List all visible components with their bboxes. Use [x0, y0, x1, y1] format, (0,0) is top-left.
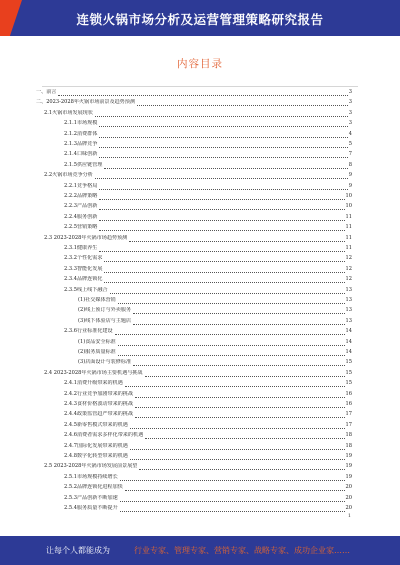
toc-entry-page: 17 [345, 421, 352, 428]
toc-entry-page: 11 [345, 213, 352, 220]
toc-entry[interactable] [64, 484, 352, 491]
toc-leader-dots [133, 360, 344, 366]
footer-bar [0, 536, 400, 565]
toc-entry-page: 12 [345, 255, 352, 262]
toc-leader-dots [104, 256, 344, 262]
toc-entry-page: 12 [345, 265, 352, 272]
toc-entry-page: 11 [345, 245, 352, 251]
toc-entry-page: 14 [345, 328, 352, 335]
toc-entry-text: 2.2.1竞争格局 [64, 182, 98, 189]
toc-entry-page: 4 [348, 130, 352, 137]
toc-entry[interactable] [44, 110, 352, 117]
toc-entry-text: 2.3 2023-2028年火锅市场趋势预测 [44, 234, 128, 241]
toc-leader-dots [99, 132, 347, 138]
toc-entry-page: 18 [345, 442, 352, 449]
toc-entry[interactable] [64, 328, 352, 335]
toc-leader-dots [120, 496, 345, 502]
toc-entry[interactable] [64, 391, 352, 398]
toc-entry-text: 2.1.2消费群体 [64, 130, 98, 137]
toc-entry[interactable] [64, 214, 352, 221]
toc-entry-text: 2.2.5营销策略 [64, 224, 98, 231]
toc-entry[interactable] [64, 443, 352, 450]
toc-entry-page: 19 [345, 473, 352, 480]
toc-leader-dots [133, 319, 344, 325]
toc-entry[interactable] [64, 120, 352, 127]
toc-entry[interactable] [64, 141, 352, 148]
toc-entry[interactable] [64, 203, 352, 210]
toc-entry-text: 2.4.4政策监管趋严带来的挑战 [64, 411, 133, 418]
toc-leader-dots [145, 371, 345, 377]
toc-entry-page: 9 [348, 172, 352, 179]
toc-entry-page: 3 [348, 109, 352, 116]
page-number: 1 [347, 513, 351, 519]
toc-heading-rule [42, 86, 358, 87]
toc-entry-page: 15 [345, 380, 352, 387]
toc-entry-page: 13 [345, 317, 352, 324]
toc-entry[interactable] [64, 401, 352, 408]
toc-leader-dots [120, 506, 345, 512]
toc-leader-dots [104, 267, 344, 273]
footer-slogan: 让每个人都能成为 [46, 546, 110, 555]
toc-leader-dots [135, 412, 345, 418]
toc-entry[interactable] [78, 297, 352, 304]
toc-leader-dots [129, 236, 344, 242]
footer-tags: 行业专家、管理专家、营销专家、战略专家、成功企业家…… [134, 546, 350, 555]
toc-entry-page: 20 [345, 494, 352, 501]
toc-entry-text: 二、2023-2028年火锅市场前景及趋势预测 [36, 99, 135, 106]
toc-entry-page: 17 [345, 411, 352, 418]
toc-entry-page: 15 [345, 369, 352, 376]
toc-entry-text: 2.1.5供应链管理 [64, 161, 103, 168]
toc-leader-dots [130, 423, 345, 429]
toc-leader-dots [99, 152, 347, 158]
toc-entry[interactable] [64, 193, 352, 200]
toc-entry-text: 2.5.2品牌连锁化进程加快 [64, 484, 123, 491]
toc-entry-page: 16 [345, 401, 352, 407]
toc-entry[interactable] [64, 255, 352, 262]
toc-entry-text: 2.3.6行业标准化建设 [64, 328, 113, 335]
toc-entry[interactable] [64, 422, 352, 429]
toc-entry-text: 2.3.1健康养生 [64, 245, 98, 251]
toc-leader-dots [110, 288, 345, 294]
toc-entry[interactable] [64, 453, 352, 460]
toc-entry[interactable] [64, 432, 352, 439]
toc-leader-dots [115, 329, 345, 335]
toc-leader-dots [135, 392, 345, 398]
toc-entry-text: 2.2.3产品创新 [64, 203, 98, 210]
toc-leader-dots [58, 90, 347, 96]
toc-leader-dots [99, 194, 344, 200]
toc-entry-page: 3 [348, 99, 352, 106]
toc-entry[interactable] [64, 411, 352, 418]
toc-entry[interactable] [78, 349, 352, 356]
toc-entry-text: 一、前言 [36, 89, 57, 95]
toc-entry[interactable] [64, 183, 352, 190]
toc-entry[interactable] [78, 359, 352, 366]
toc-entry-text: (1)食品安全标准 [78, 338, 116, 345]
toc-entry[interactable] [64, 287, 352, 294]
toc-heading: 内容目录 [177, 58, 223, 70]
toc-leader-dots [104, 277, 344, 283]
toc-entry[interactable] [64, 474, 352, 481]
toc-entry[interactable] [64, 245, 352, 252]
toc-leader-dots [104, 163, 347, 169]
toc-entry[interactable] [64, 224, 352, 231]
toc-entry[interactable] [78, 318, 352, 325]
toc-entry-page: 12 [345, 276, 352, 283]
toc-leader-dots [99, 121, 347, 127]
toc-entry-text: (2)线上预订与外卖服务 [78, 307, 132, 314]
toc-entry[interactable] [44, 463, 352, 470]
toc-leader-dots [130, 454, 345, 460]
toc-entry-text: 2.5.1市场规模持续增长 [64, 473, 118, 480]
toc-entry-text: 2.4.2行业竞争加剧带来的挑战 [64, 390, 133, 397]
toc-entry-text: 2.2火锅市场竞争分析 [44, 172, 93, 179]
toc-entry-page: 10 [345, 193, 352, 199]
toc-entry-page: 3 [348, 89, 352, 95]
toc-entry-page: 15 [345, 359, 352, 366]
toc-entry[interactable] [78, 339, 352, 346]
toc-entry[interactable] [44, 370, 352, 377]
toc-entry[interactable] [64, 266, 352, 273]
toc-entry-text: 2.4.7国际化发展带来的机遇 [64, 442, 128, 449]
toc-entry-page: 9 [348, 182, 352, 189]
toc-entry-text: (3)店面设计与装修标准 [78, 359, 132, 366]
toc-entry[interactable] [44, 235, 352, 242]
toc-entry-page: 13 [345, 307, 352, 314]
toc-entry-page: 11 [345, 234, 352, 241]
toc-entry[interactable] [64, 151, 352, 158]
toc-entry-page: 5 [348, 141, 352, 147]
toc-entry[interactable] [64, 131, 352, 138]
toc-entry-text: 2.3.5线上线下融合 [64, 286, 108, 293]
toc-leader-dots [99, 246, 344, 252]
toc-entry-text: 2.5.4服务质量不断提升 [64, 505, 118, 511]
toc-entry-page: 13 [345, 297, 352, 303]
toc-entry[interactable] [78, 307, 352, 314]
toc-entry-page: 7 [348, 151, 352, 158]
toc-entry-text: 2.1火锅市场发展现状 [44, 109, 93, 116]
toc-entry-page: 14 [345, 349, 352, 355]
toc-leader-dots [135, 402, 345, 408]
toc-entry-text: 2.5.3产品创新不断加速 [64, 494, 118, 501]
toc-leader-dots [118, 340, 345, 346]
toc-leader-dots [99, 204, 344, 210]
toc-entry-text: 2.4 2023-2028年火锅市场主要机遇与挑战 [44, 369, 143, 376]
toc-entry[interactable] [64, 495, 352, 502]
toc-entry[interactable] [64, 276, 352, 283]
toc-leader-dots [118, 298, 345, 304]
document-title: 连锁火锅市场分析及运营管理策略研究报告 [76, 12, 324, 27]
toc-leader-dots [145, 433, 344, 439]
toc-entry[interactable] [64, 380, 352, 387]
toc-leader-dots [118, 350, 345, 356]
toc-entry-page: 18 [345, 432, 352, 439]
toc-entry[interactable] [64, 505, 352, 512]
toc-entry-text: 2.3.4品牌连锁化 [64, 276, 103, 283]
toc-entry[interactable] [36, 89, 352, 96]
toc-entry-text: 2.4.5新零售模式带来的机遇 [64, 421, 128, 428]
toc-entry-page: 19 [345, 453, 352, 459]
toc-entry-text: 2.3.3智能化发展 [64, 265, 103, 272]
toc-entry-text: (2)服务质量标准 [78, 349, 116, 355]
toc-entry-page: 13 [345, 286, 352, 293]
toc-entry-page: 14 [345, 338, 352, 345]
toc-entry-text: 2.5 2023-2028年火锅市场发展前景展望 [44, 463, 138, 470]
toc-leader-dots [95, 111, 348, 117]
toc-leader-dots [120, 475, 345, 481]
toc-entry-page: 20 [345, 484, 352, 491]
toc-entry-text: 2.3.2个性化需求 [64, 255, 103, 262]
toc-entry-page: 20 [345, 505, 352, 511]
toc-entry-text: 2.4.3食材价格波动带来的挑战 [64, 401, 133, 407]
toc-entry-text: (3)线下体验店与主题店 [78, 317, 132, 324]
toc-entry-text: 2.1.3品牌竞争 [64, 141, 98, 147]
toc-leader-dots [139, 464, 344, 470]
toc-leader-dots [99, 184, 347, 190]
toc-entry-text: 2.1.4口味创新 [64, 151, 98, 158]
toc-entry-text: 2.2.2品牌策略 [64, 193, 98, 199]
toc-leader-dots [99, 142, 347, 148]
toc-entry-page: 10 [345, 203, 352, 210]
toc-leader-dots [99, 215, 344, 221]
toc-entry-text: (1)社交媒体营销 [78, 297, 116, 303]
toc-entry[interactable] [64, 162, 352, 169]
header-bar [0, 0, 400, 36]
toc-entry-text: 2.4.1消费升级带来的机遇 [64, 380, 123, 387]
toc-entry-text: 2.2.4服务创新 [64, 213, 98, 220]
toc-leader-dots [95, 173, 348, 179]
toc-entry[interactable] [36, 99, 352, 106]
toc-entry-page: 16 [345, 390, 352, 397]
toc-leader-dots [125, 381, 345, 387]
toc-leader-dots [137, 100, 348, 106]
toc-leader-dots [130, 444, 345, 450]
toc-entry-page: 8 [348, 161, 352, 168]
toc-entry-page: 3 [348, 120, 352, 127]
toc-entry-text: 2.4.8数字化转型带来的机遇 [64, 453, 128, 459]
toc-entry-text: 2.4.6消费者需求多样化带来的机遇 [64, 432, 144, 439]
toc-leader-dots [99, 225, 344, 231]
toc-entry-text: 2.1.1市场规模 [64, 120, 98, 127]
toc-leader-dots [133, 308, 344, 314]
toc-entry[interactable] [44, 172, 352, 179]
toc-entry-page: 19 [345, 463, 352, 470]
toc-entry-page: 11 [345, 224, 352, 231]
toc-leader-dots [125, 485, 345, 491]
